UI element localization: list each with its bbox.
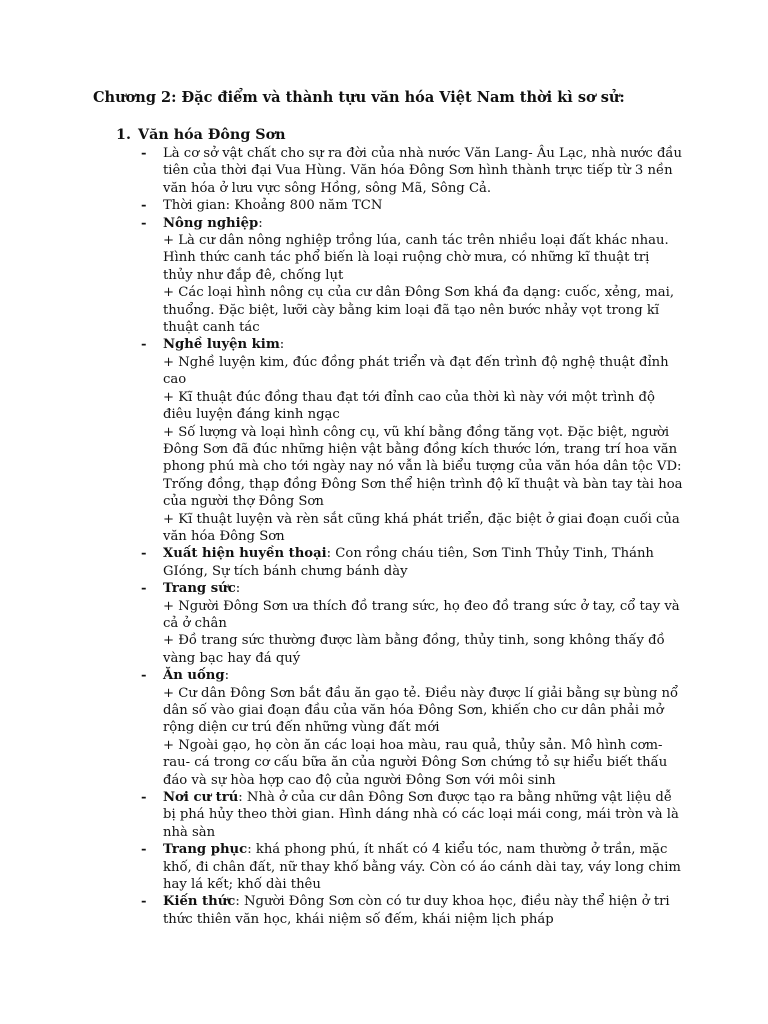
list-item (141, 789, 683, 841)
sub-point: + Cư dân Đông Sơn bắt đầu ăn gạo tẻ. Điều này được lí giải bằng sự bùng nổ dân số vào giai đoạn đầu của văn hóa Đông Sơn, khiến cho cư dân phải mở rộng diện cư trú đến những vùng đất mới (163, 685, 679, 736)
item-text: : (235, 581, 241, 597)
section-heading (116, 125, 286, 145)
item-label: Trang sức (163, 581, 236, 597)
chapter-title: Chương 2: Đặc điểm và thành tựu văn hóa Việt Nam thời kì sơ sử: (93, 89, 625, 106)
bullet-list (141, 145, 683, 928)
list-item (141, 893, 683, 928)
dash-bullet: - (141, 581, 147, 597)
dash-bullet: - (141, 894, 147, 910)
sub-point: + Kĩ thuật luyện và rèn sắt cũng khá phát triển, đặc biệt ở giai đoạn cuối của văn hóa Đông Sơn (163, 511, 680, 544)
item-label: Ăn uống (163, 668, 225, 684)
dash-bullet: - (141, 337, 147, 353)
item-text: Là cơ sở vật chất cho sự ra đời của nhà nước Văn Lang- Âu Lạc, nhà nước đầu tiên của thời đại Vua Hùng. Văn hóa Đông Sơn hình thành trực tiếp từ 3 nền văn hóa ở lưu vực sông Hồng, sông Mã, Sông Cả. (163, 146, 683, 196)
dash-bullet: - (141, 146, 147, 161)
item-text: : (224, 668, 230, 684)
list-item (141, 215, 683, 337)
sub-point: + Người Đông Sơn ưa thích đồ trang sức, họ đeo đồ trang sức ở tay, cổ tay và cả ở chân (163, 598, 680, 631)
item-label: Nơi cư trú (163, 790, 239, 806)
sub-point: + Đồ trang sức thường được làm bằng đồng, thủy tinh, song không thấy đồ vàng bạc hay đá quý (163, 633, 665, 666)
item-text: : khá phong phú, ít nhất có 4 kiểu tóc, nam thường ở trần, mặc khố, đi chân đất, nữ thay khố bằng váy. Còn có áo cánh dài tay, váy long chim hay lá kết; khố dài thêu (163, 842, 681, 893)
sub-point: + Ngoài gạo, họ còn ăn các loại hoa màu, rau quả, thủy sản. Mô hình cơm-rau- cá trong cơ cấu bữa ăn của người Đông Sơn chứng tỏ sự hiểu biết thấu đáo và sự hòa hợp cao độ của người Đông Sơn với môi sinh (163, 737, 668, 788)
dash-bullet: - (141, 668, 147, 684)
dash-bullet: - (141, 842, 147, 858)
list-item (141, 580, 683, 667)
section-title: Văn hóa Đông Sơn (138, 127, 286, 143)
item-text: : (279, 337, 285, 353)
list-item (141, 841, 683, 893)
list-item (141, 197, 683, 214)
item-text: : Người Đông Sơn còn có tư duy khoa học, điều này thể hiện ở tri thức thiên văn học, khái niệm số đếm, khái niệm lịch pháp (163, 894, 670, 927)
item-text: : Con rồng cháu tiên, Sơn Tinh Thủy Tinh, Thánh GIóng, Sự tích bánh chưng bánh dày (163, 546, 654, 579)
sub-point: + Số lượng và loại hình công cụ, vũ khí bằng đồng tăng vọt. Đặc biệt, người Đông Sơn đã đúc những hiện vật bằng đồng kích thước lớn, trang trí hoa văn phong phú mà cho tới ngày nay nó vẫn là biểu tượng của văn hóa dân tộc VD: Trống đồng, thạp đồng Đông Sơn thể hiện trình độ kĩ thuật và bàn tay tài hoa của người thợ Đông Sơn (163, 424, 683, 510)
item-text: : Nhà ở của cư dân Đông Sơn được tạo ra bằng những vật liệu dễ bị phá hủy theo thời gian. Hình dáng nhà có các loại mái cong, mái tròn và là nhà sàn (163, 790, 679, 840)
item-label: Nghề luyện kim (163, 337, 280, 353)
item-label: Trang phục (163, 842, 248, 858)
sub-point: + Kĩ thuật đúc đồng thau đạt tới đỉnh cao của thời kì này với một trình độ điêu luyện đáng kinh ngạc (163, 389, 655, 423)
list-item (141, 145, 683, 197)
list-item (141, 545, 683, 580)
sub-point: + Là cư dân nông nghiệp trồng lúa, canh tác trên nhiều loại đất khác nhau. Hình thức canh tác phổ biến là loại ruộng chờ mưa, có những kĩ thuật trị thủy như đắp đê, chống lụt (163, 233, 669, 283)
item-text: Thời gian: Khoảng 800 năm TCN (163, 198, 383, 214)
section-number: 1. (116, 127, 131, 143)
item-text: : (258, 215, 263, 231)
list-item (141, 667, 683, 789)
list-item (141, 336, 683, 545)
dash-bullet: - (141, 790, 147, 806)
dash-bullet: - (141, 546, 147, 562)
sub-point: + Nghề luyện kim, đúc đồng phát triển và đạt đến trình độ nghệ thuật đỉnh cao (163, 354, 669, 388)
sub-point: + Các loại hình nông cụ của cư dân Đông Sơn khá đa dạng: cuốc, xẻng, mai, thuổng. Đặc biệt, lưỡi cày bằng kim loại đã tạo nên bước nhảy vọt trong kĩ thuật canh tác (163, 285, 675, 336)
item-label: Xuất hiện huyền thoại (163, 546, 327, 562)
dash-bullet: - (141, 198, 147, 214)
item-label: Kiến thức (163, 894, 236, 910)
dash-bullet: - (141, 215, 147, 231)
item-label: Nông nghiệp (163, 215, 259, 231)
